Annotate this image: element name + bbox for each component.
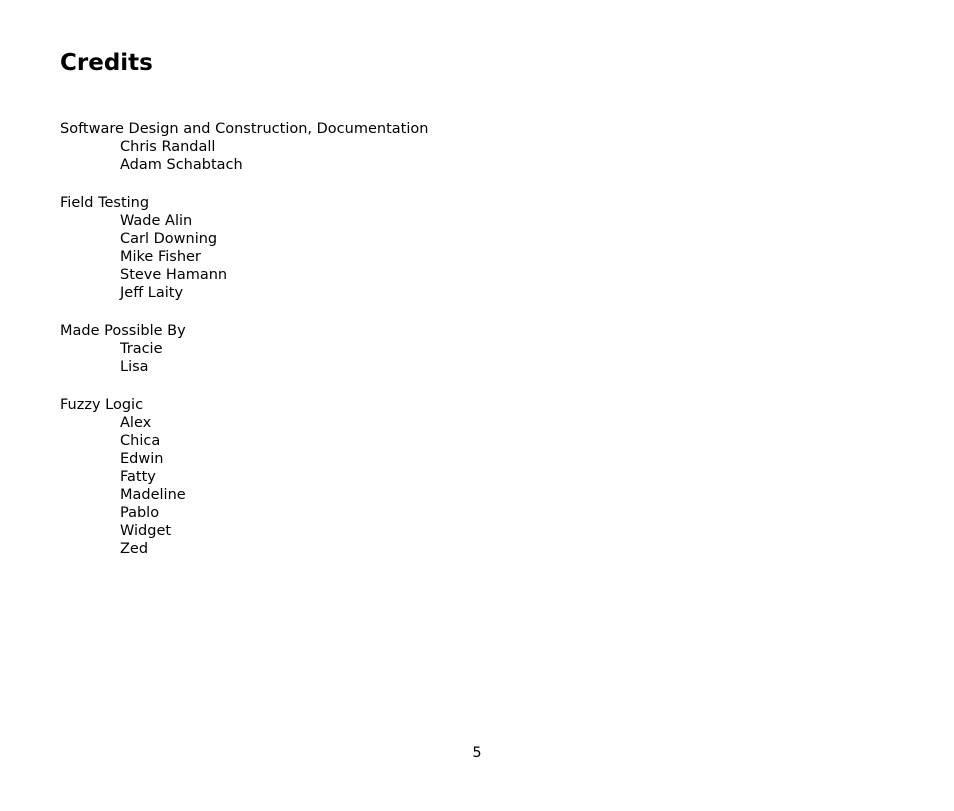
credit-name: Adam Schabtach <box>120 157 243 173</box>
credit-name: Zed <box>120 541 149 557</box>
section-heading: Software Design and Construction, Documentation <box>60 121 429 137</box>
credit-name: Pablo <box>120 505 160 521</box>
credit-name: Madeline <box>120 487 186 503</box>
credit-name: Mike Fisher <box>120 249 201 265</box>
credit-name: Fatty <box>120 469 156 485</box>
credits-list <box>60 120 860 578</box>
credit-name: Chris Randall <box>120 139 216 155</box>
names-list <box>60 212 860 302</box>
credit-name: Alex <box>120 415 152 431</box>
credit-name: Lisa <box>120 359 149 375</box>
names-list <box>60 340 860 376</box>
credit-name: Jeff Laity <box>120 285 184 301</box>
names-list <box>60 138 860 174</box>
credit-name: Chica <box>120 433 161 449</box>
credit-name: Steve Hamann <box>120 267 228 283</box>
credit-name: Edwin <box>120 451 164 467</box>
credits-section-field-testing <box>60 194 860 302</box>
page-number: 5 <box>472 745 482 761</box>
credit-name: Tracie <box>120 341 163 357</box>
section-heading: Field Testing <box>60 195 150 211</box>
credits-section-made-possible-by <box>60 322 860 376</box>
credit-name: Wade Alin <box>120 213 193 229</box>
section-heading: Fuzzy Logic <box>60 397 144 413</box>
credits-section-software-design <box>60 120 860 174</box>
names-list <box>60 414 860 558</box>
section-heading: Made Possible By <box>60 323 186 339</box>
page-title: Credits <box>60 50 153 76</box>
credit-name: Carl Downing <box>120 231 218 247</box>
credit-name: Widget <box>120 523 172 539</box>
credits-section-fuzzy-logic <box>60 396 860 558</box>
